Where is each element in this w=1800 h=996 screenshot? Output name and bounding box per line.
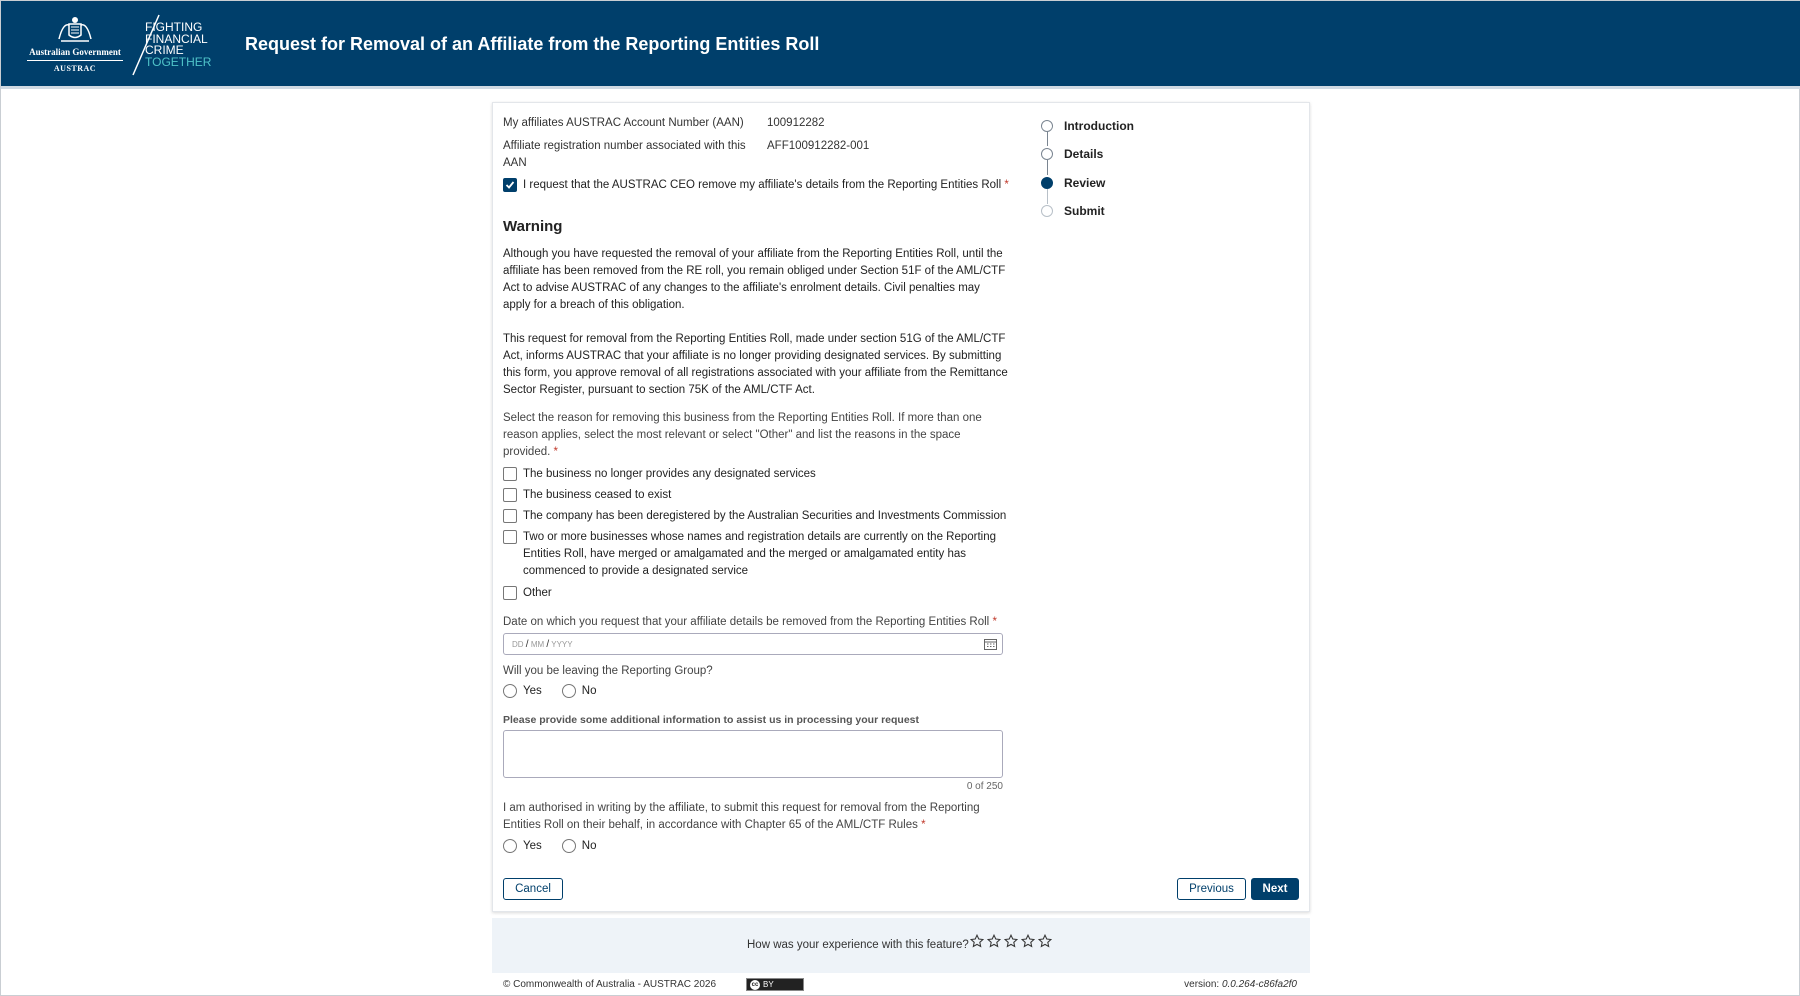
aan-label: My affiliates AUSTRAC Account Number (AAN) — [503, 117, 744, 129]
step-circle-icon — [1041, 148, 1053, 160]
leaving-group-radios — [503, 684, 596, 698]
request-removal-checkbox[interactable] — [503, 178, 517, 192]
warning-heading: Warning — [503, 218, 563, 235]
stepper-connector — [1047, 131, 1048, 146]
reason-option-merged[interactable] — [503, 529, 1008, 580]
authorised-label: I am authorised in writing by the affiliate, to submit this request for removal from the Reporting Entities Roll on their behalf, in accordance with Chapter 65 of the AML/CTF Rules * — [503, 802, 980, 831]
ffc-line-2: FINANCIAL — [145, 31, 208, 46]
date-label: Date on which you request that your affiliate details be removed from the Reporting Entities Roll * — [503, 616, 997, 628]
reason-option-label: Other — [523, 587, 552, 599]
authorised-no-radio[interactable] — [562, 839, 576, 853]
authorised-yes-radio[interactable] — [503, 839, 517, 853]
step-introduction — [1041, 119, 1134, 133]
required-marker: * — [1004, 179, 1009, 191]
step-circle-icon — [1041, 120, 1053, 132]
reason-checkbox[interactable] — [503, 586, 517, 600]
date-dd-placeholder[interactable]: DD — [512, 640, 524, 649]
star-icon[interactable] — [1004, 934, 1018, 948]
copyright-text: © Commonwealth of Australia - AUSTRAC 2026 — [503, 979, 717, 990]
removal-date-input[interactable] — [503, 633, 1003, 655]
authorised-no-label[interactable]: No — [581, 840, 597, 852]
reason-checkbox[interactable] — [503, 467, 517, 481]
date-mm-placeholder[interactable]: MM — [530, 640, 545, 649]
reason-label: Select the reason for removing this business from the Reporting Entities Roll. If more than one reason applies, select the most relevant or select "Other" and list the reasons in the space provided. * — [503, 412, 982, 458]
date-separator: / — [546, 639, 550, 650]
step-circle-active-icon — [1041, 177, 1053, 189]
leaving-group-yes-radio[interactable] — [503, 684, 517, 698]
reason-option-deregistered[interactable] — [503, 508, 1006, 525]
reason-option-label: The business ceased to exist — [523, 489, 672, 501]
star-icon[interactable] — [1038, 934, 1052, 948]
request-removal-label: I request that the AUSTRAC CEO remove my affiliate's details from the Reporting Entities Roll — [523, 179, 1002, 191]
version-info — [1184, 979, 1297, 990]
step-submit — [1041, 204, 1105, 218]
date-yyyy-placeholder[interactable]: YYYY — [551, 640, 573, 649]
stepper-connector — [1047, 160, 1048, 175]
step-details — [1041, 147, 1103, 161]
reason-option-ceased[interactable] — [503, 487, 671, 504]
creative-commons-icon: cc — [751, 981, 759, 988]
feedback-question: How was your experience with this feature? — [747, 939, 969, 951]
fighting-financial-crime-logo — [131, 13, 211, 77]
creative-commons-badge[interactable] — [746, 978, 804, 991]
version-label: version: — [1184, 979, 1220, 990]
star-icon[interactable] — [987, 934, 1001, 948]
step-label: Review — [1064, 176, 1106, 190]
step-circle-icon — [1041, 205, 1053, 217]
coat-of-arms-icon — [55, 13, 95, 45]
star-icon[interactable] — [1021, 934, 1035, 948]
form-card — [492, 102, 1310, 912]
page-title: Request for Removal of an Affiliate from the Reporting Entities Roll — [245, 34, 820, 54]
authorised-radios — [503, 839, 596, 853]
australian-government-logo — [27, 13, 123, 77]
registration-label: Affiliate registration number associated with this AAN — [503, 140, 746, 169]
leaving-group-no-radio[interactable] — [562, 684, 576, 698]
leaving-group-no-label[interactable]: No — [581, 685, 597, 697]
ffc-line-1: FIGHTING — [145, 20, 203, 34]
additional-info-label: Please provide some additional information to assist us in processing your request — [503, 714, 920, 726]
leaving-group-yes-label[interactable]: Yes — [523, 685, 542, 697]
warning-paragraph-2: This request for removal from the Reporting Entities Roll, made under section 51G of the AML/CTF Act, informs AUSTRAC that your affiliate is no longer providing designated services. By submitting this form, you approve removal of all registrations associated with your affiliate from the Remittance Sector Register, pursuant to section 75K of the AML/CTF Act. — [503, 333, 1008, 396]
next-button[interactable]: Next — [1251, 878, 1299, 900]
request-removal-checkbox-row[interactable] — [503, 177, 1009, 194]
version-value: 0.0.264-c86fa2f0 — [1221, 979, 1297, 990]
reason-option-no-services[interactable] — [503, 466, 816, 483]
reason-option-other[interactable] — [503, 585, 552, 602]
reason-option-label: Two or more businesses whose names and registration details are currently on the Reporting Entities Roll, have merged or amalgamated and the merged or amalgamated entity has commenced to provide a designated service — [523, 531, 997, 577]
star-rating — [970, 934, 1052, 948]
app-header — [1, 1, 1800, 89]
agency-name: AUSTRAC — [53, 64, 97, 73]
reason-checkbox[interactable] — [503, 488, 517, 502]
character-counter: 0 of 250 — [966, 781, 1003, 792]
step-label: Details — [1064, 147, 1104, 161]
leaving-group-label: Will you be leaving the Reporting Group? — [503, 665, 713, 677]
reason-checkbox[interactable] — [503, 530, 517, 544]
aan-value: 100912282 — [767, 117, 825, 129]
authorised-yes-label[interactable]: Yes — [523, 840, 542, 852]
previous-button[interactable]: Previous — [1177, 878, 1246, 900]
reason-option-label: The business no longer provides any designated services — [523, 468, 816, 480]
ffc-line-4: TOGETHER — [145, 54, 212, 69]
license-label: BY — [763, 980, 774, 989]
feedback-bar — [492, 918, 1310, 973]
cancel-button[interactable]: Cancel — [503, 878, 563, 900]
ffc-line-3: CRIME — [145, 43, 184, 57]
stepper-connector — [1047, 189, 1048, 204]
reason-option-label: The company has been deregistered by the Australian Securities and Investments Commission — [523, 510, 1007, 522]
additional-info-textarea[interactable] — [503, 730, 1003, 778]
star-icon[interactable] — [970, 934, 984, 948]
calendar-icon[interactable] — [984, 638, 997, 650]
step-label: Submit — [1064, 204, 1105, 218]
registration-value: AFF100912282-001 — [767, 140, 870, 152]
reason-checkbox[interactable] — [503, 509, 517, 523]
date-separator: / — [525, 639, 529, 650]
checkmark-icon — [505, 180, 515, 190]
warning-paragraph-1: Although you have requested the removal of your affiliate from the Reporting Entities Roll, until the affiliate has been removed from the RE roll, you remain obliged under Section 51F of the AML/CTF Act to advise AUSTRAC of any changes to the affiliate's enrolment details. Civil penalties may apply for a breach of this obligation. — [503, 248, 1006, 311]
step-label: Introduction — [1064, 119, 1134, 133]
gov-name: Australian Government — [27, 47, 123, 61]
step-review — [1041, 176, 1105, 190]
